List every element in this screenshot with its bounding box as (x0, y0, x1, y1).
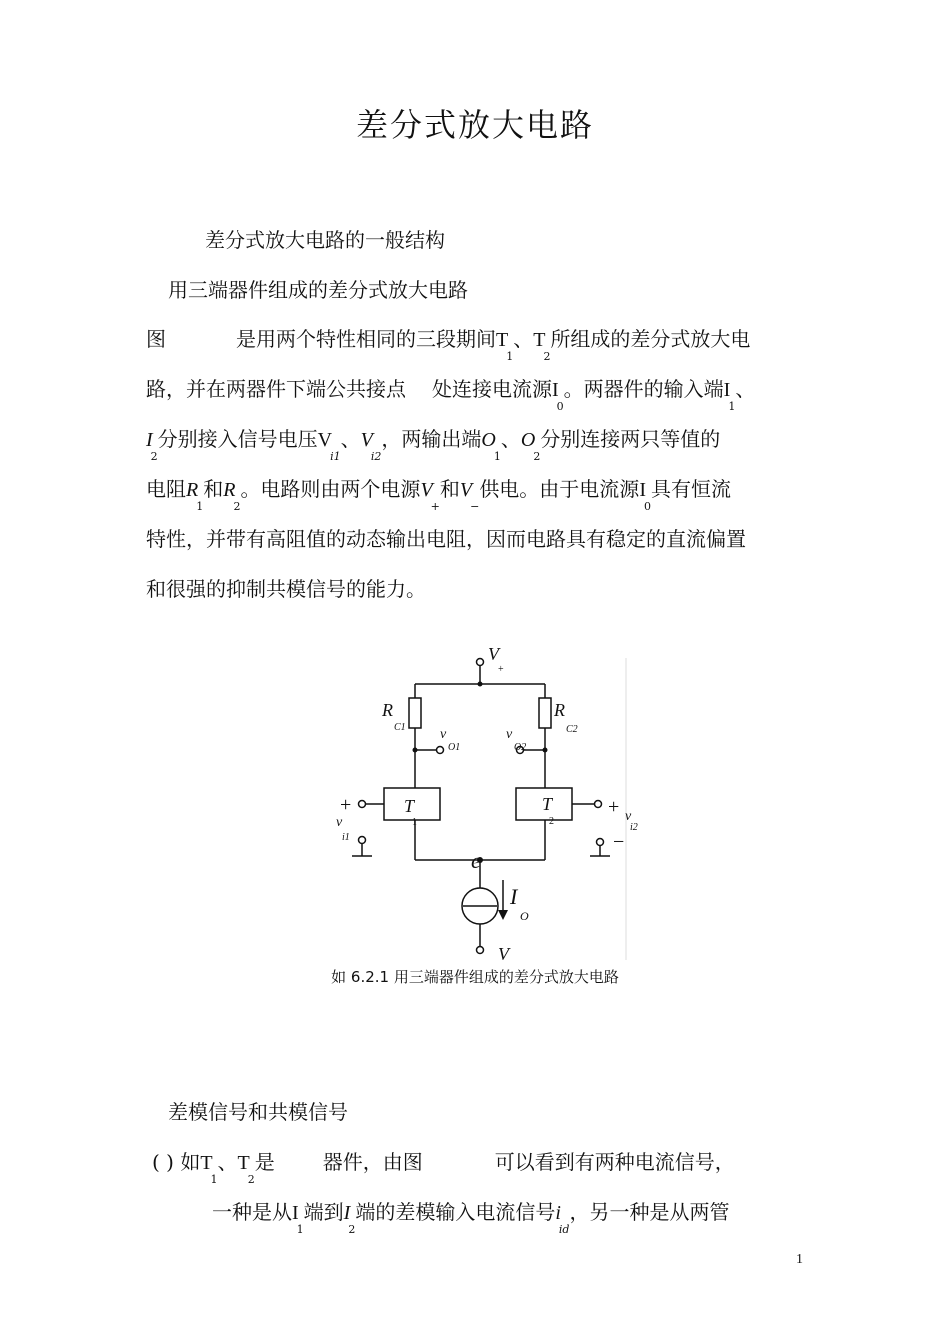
sub: 2 (348, 1223, 356, 1236)
label-vo2: v (506, 727, 513, 742)
terminal-vo1 (437, 747, 444, 754)
para-text: 所组成的差分式放大电 (550, 327, 751, 351)
label-rc1: R (382, 700, 393, 720)
sep: 、 (217, 1150, 238, 1174)
question-line-1 (152, 1146, 735, 1186)
fig-ref-text: 图 (146, 327, 166, 351)
para-text: 是 (254, 1150, 275, 1174)
label-vo1: v (440, 727, 447, 742)
label-vplus: V (488, 644, 499, 664)
page-title: 差分式放大电路 (355, 106, 594, 144)
sep: 、 (735, 377, 756, 401)
terminal-vplus (477, 659, 484, 666)
label-io: I (510, 884, 518, 909)
sub: 1 (296, 1223, 304, 1236)
arrow-down-icon (498, 910, 508, 920)
junction-dot (478, 682, 483, 687)
para-line-1 (146, 323, 806, 363)
sub: 0 (643, 500, 651, 513)
sub: 2 (150, 450, 158, 463)
symbol-r1: R (186, 479, 199, 501)
label-t2: T (542, 794, 553, 814)
para-text: ( ) 如 (152, 1150, 201, 1174)
sub: 2 (233, 500, 241, 513)
terminal-vi2 (595, 801, 602, 808)
para-text: 。电路则由两个电源 (240, 477, 421, 501)
sub-rc2: C2 (566, 724, 578, 735)
terminal-vi1 (359, 801, 366, 808)
para-text: 具有恒流 (650, 477, 731, 501)
resistor-rc2 (539, 698, 551, 728)
sub: − (470, 500, 480, 513)
sign-plus-right: + (608, 796, 620, 818)
para-text: 分别连接两只等值的 (540, 427, 721, 451)
symbol-vminus: V (459, 479, 473, 501)
para-text: 电阻 (146, 477, 186, 501)
para-text: ，两输出端 (381, 427, 482, 451)
terminal-vminus (477, 947, 484, 954)
symbol-vi1: V (317, 429, 333, 451)
junction-dot (413, 748, 418, 753)
sub: 1 (728, 400, 736, 413)
label-rc2: R (554, 700, 565, 720)
junction-dot (543, 748, 548, 753)
para-text: 和 (439, 477, 460, 501)
symbol-o1: O (481, 429, 496, 451)
symbol-t2: T (533, 329, 546, 351)
para-line-5: 特性，并带有高阻值的动态输出电阻，因而电路具有稳定的直流偏置 (146, 527, 746, 551)
label-vi1: v (336, 815, 343, 830)
sub: 2 (543, 350, 551, 363)
sub-vo2: O2 (514, 742, 527, 753)
para-text: 端的差模输入电流信号 (355, 1200, 556, 1224)
symbol-i2: I (146, 429, 153, 451)
symbol-vplus: V (420, 479, 433, 501)
label-vminus: V (498, 944, 509, 960)
sign-minus-right: − (613, 831, 625, 853)
sub: + (430, 500, 440, 513)
section-heading-2: 用三端器件组成的差分式放大电路 (168, 278, 468, 302)
sub-t1: 1 (412, 817, 417, 828)
sign-plus-left: + (340, 794, 352, 816)
para-text: 和 (203, 477, 224, 501)
para-line-4 (146, 473, 731, 513)
sub: id (558, 1223, 570, 1236)
para-line-3 (146, 423, 720, 463)
sub: i1 (330, 450, 341, 463)
sub-vo1: O1 (448, 742, 461, 753)
para-text: 分别接入信号电压 (157, 427, 318, 451)
section-heading-3: 差模信号和共模信号 (168, 1100, 348, 1124)
sub: 1 (506, 350, 514, 363)
circuit-diagram (330, 640, 640, 960)
symbol-t2: T (237, 1152, 250, 1174)
sep: 、 (500, 427, 521, 451)
symbol-vi2: V (360, 429, 373, 451)
sub-vi1: i1 (342, 832, 350, 843)
sub: 1 (210, 1173, 218, 1186)
symbol-o2: O (520, 429, 536, 451)
section-heading-1: 差分式放大电路的一般结构 (205, 228, 445, 252)
sub: i2 (370, 450, 382, 463)
symbol-i0: I (639, 479, 646, 501)
para-text: 端到 (303, 1200, 344, 1224)
label-node-e: e (471, 848, 481, 873)
symbol-t1: T (496, 329, 509, 351)
symbol-i1: I (292, 1202, 299, 1224)
para-text: 供电。由于电流源 (479, 477, 640, 501)
question-line-2 (212, 1196, 729, 1236)
sub: 2 (533, 450, 541, 463)
figure-caption: 如 6.2.1 用三端器件组成的差分式放大电路 (331, 968, 619, 986)
sub: 1 (196, 500, 204, 513)
symbol-r2: R (223, 479, 236, 501)
para-text: 。两器件的输入端 (563, 377, 724, 401)
sub-io: O (520, 909, 529, 923)
para-line-6: 和很强的抑制共模信号的能力。 (146, 577, 426, 601)
sub-vplus: + (498, 664, 504, 675)
sep: 、 (513, 327, 534, 351)
symbol-i1: I (723, 379, 731, 401)
sub: 2 (247, 1173, 255, 1186)
sub-rc1: C1 (394, 722, 406, 733)
page-number: 1 (796, 1252, 803, 1267)
label-vi2: v (625, 809, 632, 824)
sub: 1 (493, 450, 501, 463)
para-text: 是用两个特性相同的三段期间 (236, 327, 496, 351)
resistor-rc1 (409, 698, 421, 728)
symbol-iid: i (555, 1202, 561, 1224)
sub: 0 (556, 400, 564, 413)
sub-vi2: i2 (630, 822, 638, 833)
para-line-2 (146, 373, 755, 413)
para-text: 器件，由图 (322, 1150, 423, 1174)
symbol-i0: I (552, 379, 559, 401)
para-text: 可以看到有两种电流信号， (494, 1150, 735, 1174)
terminal-gnd-right (597, 839, 604, 846)
sub-t2: 2 (549, 816, 554, 827)
para-text: 处连接电流源 (432, 377, 552, 401)
para-text: 路，并在两器件下端公共接点 (146, 377, 406, 401)
sep: 、 (340, 427, 361, 451)
label-t1: T (404, 796, 415, 816)
para-text: 一种是从 (212, 1200, 292, 1224)
terminal-gnd-left (359, 837, 366, 844)
symbol-i2: I (343, 1202, 351, 1224)
symbol-t1: T (200, 1152, 213, 1174)
para-text: ，另一种是从两管 (569, 1200, 730, 1224)
